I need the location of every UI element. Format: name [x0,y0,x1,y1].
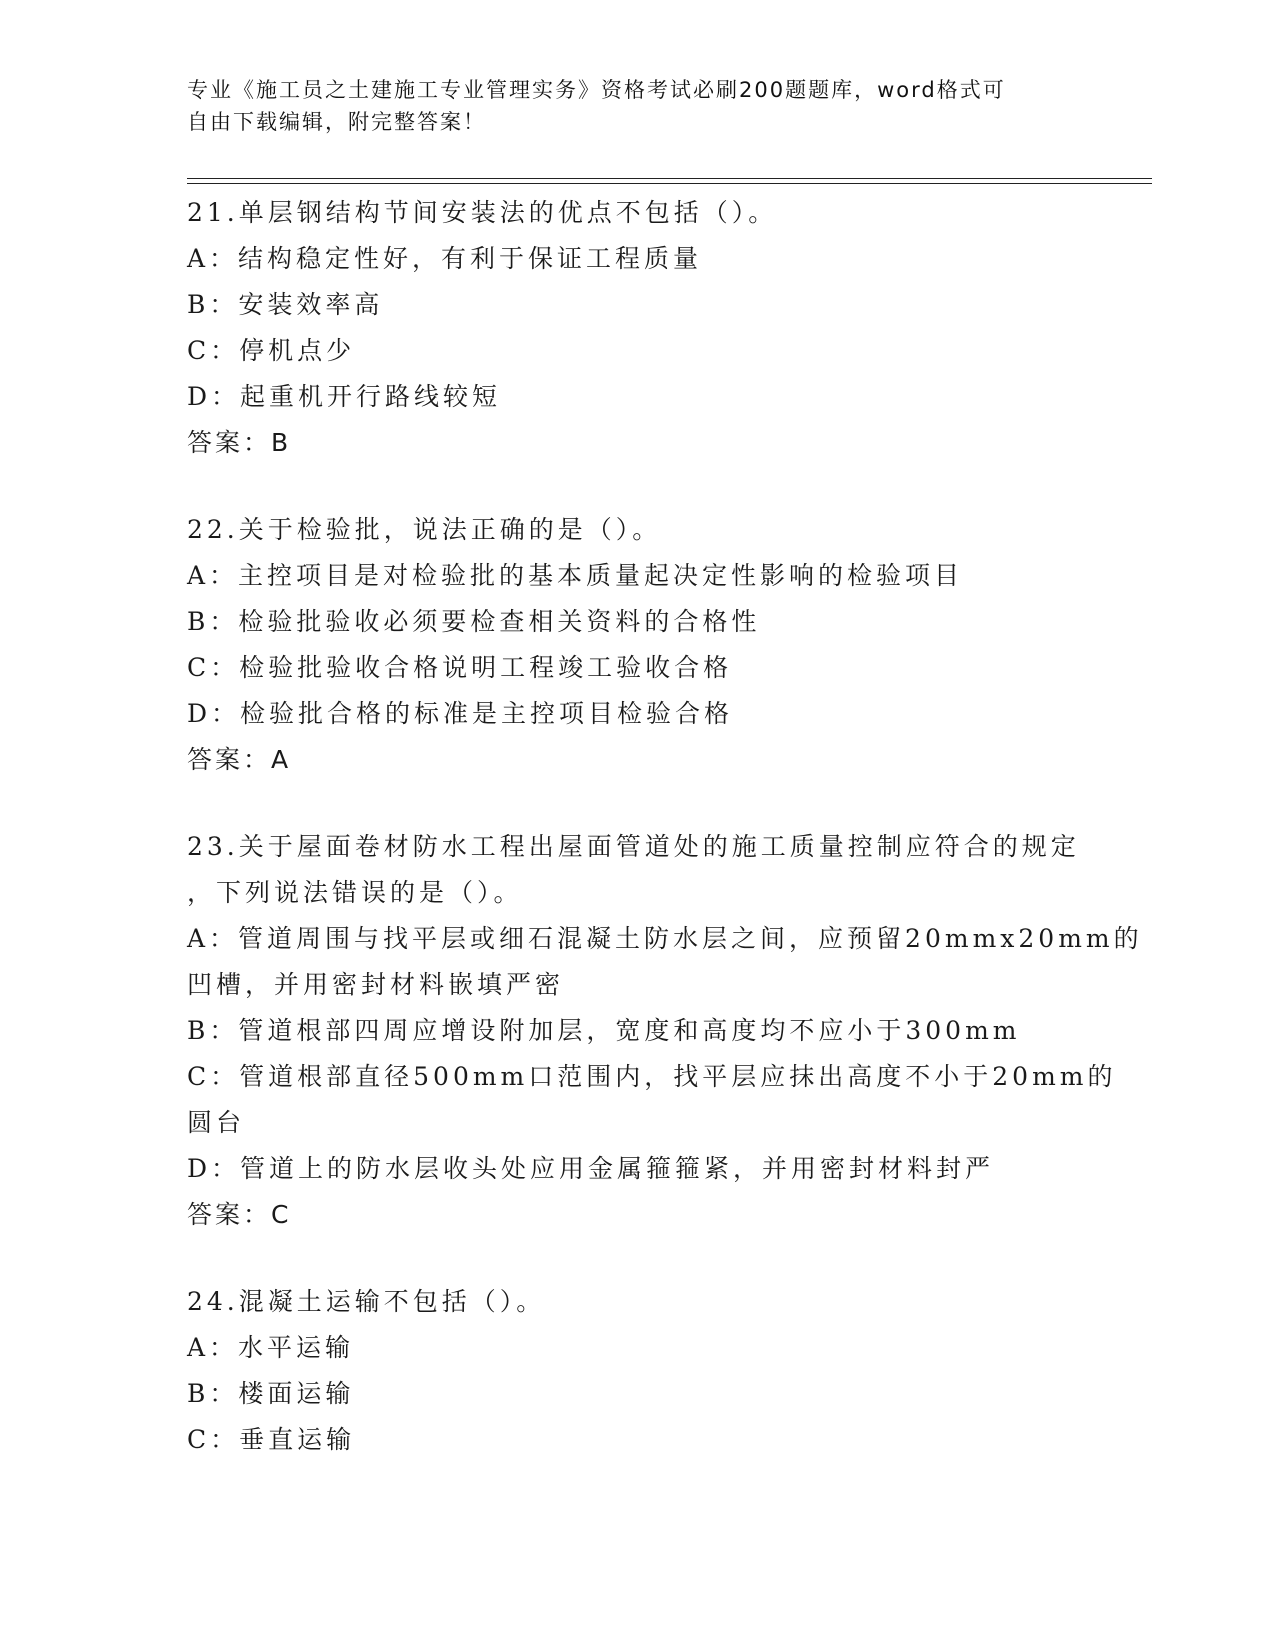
question-22 [187,507,1087,783]
question-stem-continued: ，下列说法错误的是（）。 [187,878,523,907]
option-d: D：检验批合格的标准是主控项目检验合格 [187,699,734,728]
question-24 [187,1279,1087,1463]
answer: 答案：B [187,428,292,457]
question-21 [187,190,1087,466]
question-list [187,190,1143,1504]
option-c: C：检验批验收合格说明工程竣工验收合格 [187,653,733,682]
option-a-continued: 凹槽，并用密封材料嵌填严密 [187,970,565,999]
option-c: C：停机点少 [187,336,356,365]
option-c: C：管道根部直径500mm口范围内，找平层应抹出高度不小于20mm的 [187,1062,1117,1091]
option-a: A：水平运输 [187,1333,355,1362]
header-line: 专业《施工员之土建施工专业管理实务》资格考试必刷200题题库，word格式可 [187,78,1006,102]
document-header [187,74,1077,138]
question-stem: 23.关于屋面卷材防水工程出屋面管道处的施工质量控制应符合的规定 [187,832,1080,861]
header-line: 自由下载编辑，附完整答案！ [187,110,486,134]
question-stem: 22.关于检验批，说法正确的是（）。 [187,515,662,544]
option-b: B：管道根部四周应增设附加层，宽度和高度均不应小于300mm [187,1016,1021,1045]
header-divider [187,178,1152,179]
option-a: A：结构稳定性好，有利于保证工程质量 [187,244,703,273]
answer: 答案：A [187,745,292,774]
option-c-continued: 圆台 [187,1108,246,1137]
option-b: B：安装效率高 [187,290,384,319]
answer: 答案：C [187,1200,292,1229]
question-stem: 24.混凝土运输不包括（）。 [187,1287,546,1316]
question-stem: 21.单层钢结构节间安装法的优点不包括（）。 [187,198,778,227]
option-c: C：垂直运输 [187,1425,356,1454]
option-a: A：管道周围与找平层或细石混凝土防水层之间，应预留20mmx20mm的 [187,924,1143,953]
option-d: D：起重机开行路线较短 [187,382,502,411]
option-b: B：楼面运输 [187,1379,355,1408]
option-b: B：检验批验收必须要检查相关资料的合格性 [187,607,761,636]
question-23 [187,824,1143,1238]
option-a: A：主控项目是对检验批的基本质量起决定性影响的检验项目 [187,561,964,590]
header-divider [187,183,1152,184]
option-d: D：管道上的防水层收头处应用金属箍箍紧，并用密封材料封严 [187,1154,995,1183]
